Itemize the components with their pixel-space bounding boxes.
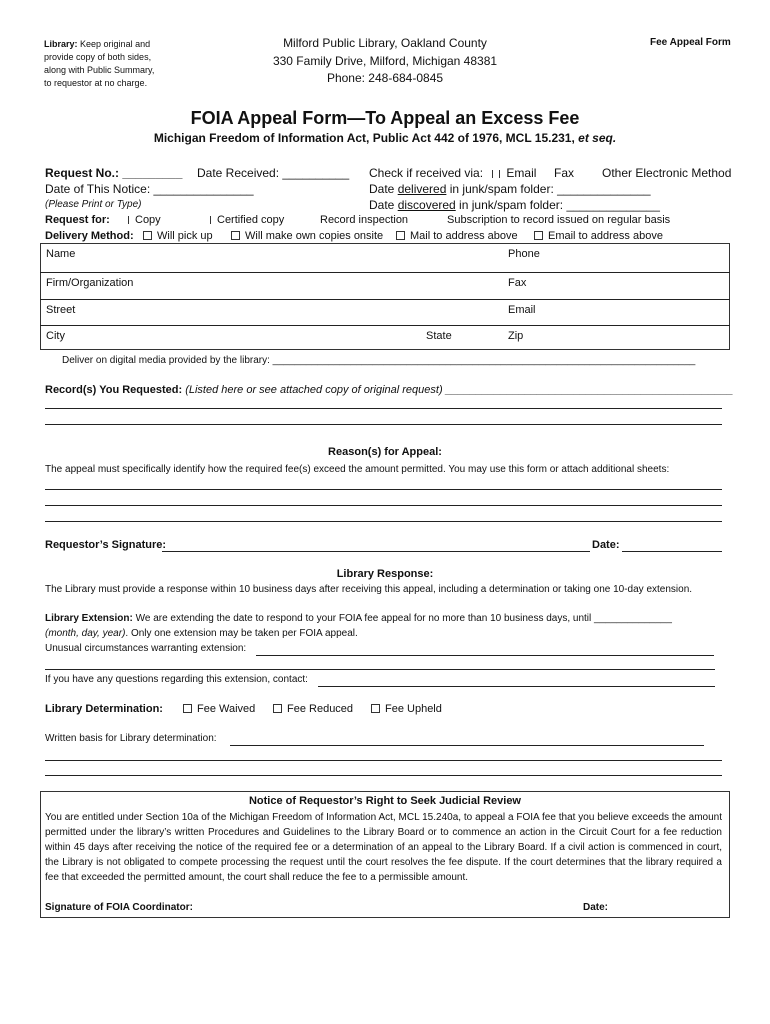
firm-field[interactable]: Firm/Organization [46,277,134,289]
org-name: Milford Public Library, Oakland County [283,36,487,50]
delivery-method-label: Delivery Method: [45,230,134,242]
page-title: FOIA Appeal Form—To Appeal an Excess Fee [190,108,580,128]
extension-text [45,613,672,624]
unusual-line-1[interactable] [256,655,714,656]
opt-other-label: Other Electronic Method [602,166,732,180]
records-line-2[interactable] [45,424,722,425]
reasons-line-1[interactable] [45,489,722,490]
response-heading: Library Response: [336,568,434,580]
mail-checkbox[interactable] [396,231,405,240]
fax-checkbox[interactable] [499,170,500,178]
page-subtitle [0,131,770,145]
request-for-label: Request for: [45,214,110,226]
del-mail-label: Mail to address above [410,230,518,242]
del-email-option[interactable] [534,230,663,242]
reasons-line-3[interactable] [45,521,722,522]
org-phone: Phone: 248-684-0845 [326,71,444,85]
certified-checkbox[interactable] [210,216,211,224]
date-delivered-post: in junk/spam folder: ______________ [446,182,651,196]
date-delivered-underlined: delivered [397,182,447,196]
determination-label: Library Determination: [45,703,163,715]
check-received-label: Check if received via: [369,166,484,180]
onsite-checkbox[interactable] [231,231,240,240]
pickup-checkbox[interactable] [143,231,152,240]
please-print-note: (Please Print or Type) [45,199,142,210]
response-text: The Library must provide a response within 10 business days after receiving this appeal, including a determination or taking one 10-day extension. [45,584,693,595]
date-received-field[interactable]: Date Received: __________ [197,166,350,180]
reasons-line-2[interactable] [45,505,722,506]
extension-rest: . Only one extension may be taken per FOIA appeal. [125,628,358,639]
det-upheld-label: Fee Upheld [385,703,442,715]
extension-hint: (month, day, year) [45,628,126,639]
req-copy-option[interactable] [128,214,161,226]
reasons-text: The appeal must specifically identify how the required fee(s) exceed the amount permitted. You may use this form or attach additional sheets: [45,464,670,475]
date-delivered-pre: Date [369,182,398,196]
name-field[interactable]: Name [46,248,76,260]
requestor-date-label: Date: [592,539,620,551]
written-basis-line-2[interactable] [45,760,722,761]
del-email-label: Email to address above [548,230,663,242]
email-delivery-checkbox[interactable] [534,231,543,240]
request-no-field[interactable]: Request No.: _________ [45,166,183,180]
date-discovered-field[interactable] [369,198,660,212]
zip-field[interactable]: Zip [508,330,524,342]
req-inspection-option[interactable]: Record inspection [320,214,409,226]
written-basis-line-3[interactable] [45,775,722,776]
det-waived-label: Fee Waived [197,703,256,715]
records-line-1[interactable] [45,408,722,409]
requestor-signature-line[interactable] [162,551,590,552]
library-note-text: Keep original and provide copy of both sides, along with Public Summary, to requestor at no charge. [44,39,155,88]
upheld-checkbox[interactable] [371,704,380,713]
contact-divider-2 [40,299,730,300]
del-pickup-label: Will pick up [157,230,213,242]
reduced-checkbox[interactable] [273,704,282,713]
org-address: 330 Family Drive, Milford, Michigan 48381 [272,54,498,68]
library-note [44,38,156,90]
fax-field[interactable]: Fax [508,277,527,289]
date-notice-field[interactable]: Date of This Notice: _______________ [45,182,254,196]
notice-body: You are entitled under Section 10a of the Michigan Freedom of Information Act, MCL 15.240a, to appeal a FOIA fee that you believe exceeds the amount permitted under the library’s written Procedures and Guidelines to the Library Board or to commence an action in the Circuit Court for a fee reduction within 45 days after receiving the notice of the required fee or a determination of an appeal to the Library Board. If a civil action is commenced in court, the Library is not obligated to compete processing the request until the court resolves the fee dispute. If the court determines that the library required a fee that exceeded the permitted amount, the court shall reduce the fee to a permissible amount. [45,812,722,883]
req-certified-option[interactable] [210,214,284,226]
del-onsite-label: Will make own copies onsite [245,230,384,242]
req-certified-label: Certified copy [217,214,285,226]
subtitle-main: Michigan Freedom of Information Act, Public Act 442 of 1976, MCL 15.231, [153,131,575,145]
del-pickup-option[interactable] [143,230,213,242]
coordinator-date-label: Date: [583,902,609,913]
opt-email-label: Email [506,166,537,180]
date-discovered-pre: Date [369,198,398,212]
opt-fax-label: Fax [554,166,575,180]
written-basis-line-1[interactable] [230,745,704,746]
email-checkbox[interactable] [492,170,493,178]
questions-label: If you have any questions regarding this extension, contact: [45,674,308,685]
det-reduced-option[interactable] [273,703,353,715]
records-requested-field[interactable] [45,384,733,396]
det-waived-option[interactable] [183,703,255,715]
state-field[interactable]: State [426,330,452,342]
city-field[interactable]: City [46,330,65,342]
det-upheld-option[interactable] [371,703,442,715]
extension-label: Library Extension: [45,613,133,624]
form-label: Fee Appeal Form [650,37,731,48]
contact-divider-3 [40,325,730,326]
email-field[interactable]: Email [508,304,536,316]
copy-checkbox[interactable] [128,216,129,224]
written-basis-label: Written basis for Library determination: [45,733,217,744]
coordinator-signature-label: Signature of FOIA Coordinator: [45,902,193,913]
check-received-via [369,166,536,180]
del-mail-option[interactable] [396,230,518,242]
extension-body: We are extending the date to respond to your FOIA fee appeal for no more than 10 business days, until ______________ [135,613,672,624]
phone-field[interactable]: Phone [508,248,540,260]
subtitle-italic: et seq. [578,131,617,145]
reasons-heading: Reason(s) for Appeal: [328,446,442,458]
requestor-signature-label: Requestor’s Signature: [45,539,167,551]
contact-info-box [40,243,730,350]
req-copy-label: Copy [135,214,161,226]
waived-checkbox[interactable] [183,704,192,713]
unusual-label: Unusual circumstances warranting extension: [45,643,247,654]
contact-divider-1 [40,272,730,273]
requestor-date-line[interactable] [622,551,722,552]
det-reduced-label: Fee Reduced [287,703,354,715]
records-label: Record(s) You Requested: [45,384,183,396]
library-note-label: Library: [44,39,78,49]
date-delivered-field[interactable] [369,182,651,196]
req-subscription-option[interactable]: Subscription to record issued on regular basis [447,214,671,226]
street-field[interactable]: Street [46,304,76,316]
questions-line[interactable] [318,686,715,687]
digital-media-field[interactable]: Deliver on digital media provided by the library: ____________________________________________________________________________ [62,355,696,366]
notice-heading: Notice of Requestor’s Right to Seek Judicial Review [248,795,521,807]
unusual-line-2[interactable] [45,669,715,670]
records-hint: (Listed here or see attached copy of original request) _______________________________________________ [185,384,734,396]
extension-hint-line [45,628,358,639]
date-discovered-underlined: discovered [397,198,456,212]
del-onsite-option[interactable] [231,230,383,242]
date-discovered-post: in junk/spam folder: ______________ [455,198,660,212]
